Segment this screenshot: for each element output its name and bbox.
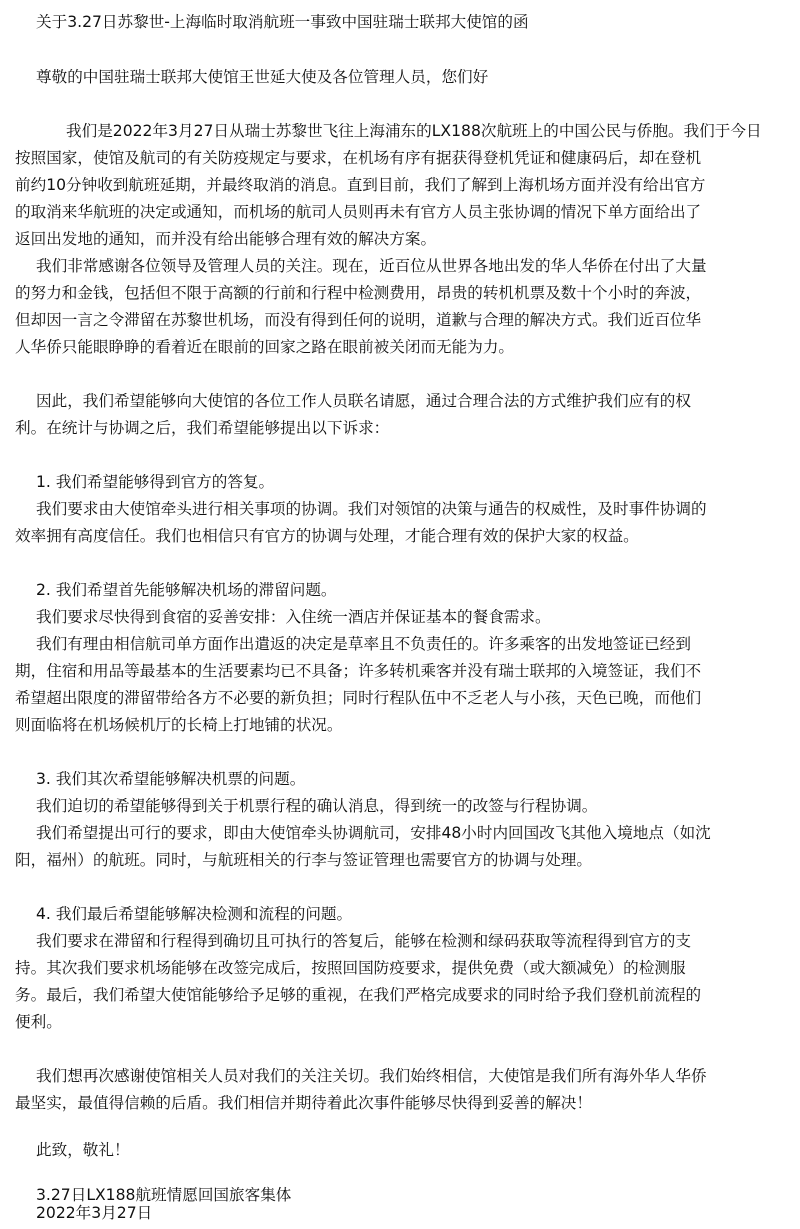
intro-paragraph-2-line-1: 我们非常感谢各位领导及管理人员的关注。现在，近百位从世界各地出发的华人华侨在付出了大量 — [36, 257, 707, 275]
intro-paragraph-1-line-4: 的取消来华航班的决定或通知，而机场的航司人员则再未有官方人员主张协调的情况下单方面给出了 — [15, 203, 702, 221]
intro-paragraph-1-line-3: 前约10分钟收到航班延期，并最终取消的消息。直到目前，我们了解到上海机场方面并没有给出官方 — [15, 176, 706, 194]
demand-4-heading: 4. 我们最后希望能够解决检测和流程的问题。 — [36, 905, 353, 923]
demand-1-body-line-1: 我们要求由大使馆牵头进行相关事项的协调。我们对领馆的决策与通告的权威性，及时事件协调的 — [36, 500, 707, 518]
demand-3-body-line-1: 我们迫切的希望能够得到关于机票行程的确认消息，得到统一的改签与行程协调。 — [36, 797, 598, 815]
demand-1-body-line-2: 效率拥有高度信任。我们也相信只有官方的协调与处理，才能合理有效的保护大家的权益。 — [15, 527, 639, 545]
purpose-paragraph-line-2: 利。在统计与协调之后，我们希望能够提出以下诉求： — [15, 419, 390, 437]
intro-paragraph-1-line-2: 按照国家，使馆及航司的有关防疫规定与要求，在机场有序有据获得登机凭证和健康码后，却在登机 — [15, 149, 702, 167]
letter-date: 2022年3月27日 — [36, 1204, 153, 1222]
demand-3-body-line-2: 我们希望提出可行的要求，即由大使馆牵头协调航司，安排48小时内回国改飞其他入境地点（如沈 — [36, 824, 711, 842]
purpose-paragraph-line-1: 因此，我们希望能够向大使馆的各位工作人员联名请愿，通过合理合法的方式维护我们应有的权 — [36, 392, 691, 410]
intro-paragraph-1-line-5: 返回出发地的通知，而并没有给出能够合理有效的解决方案。 — [15, 230, 437, 248]
letter-salutation: 尊敬的中国驻瑞士联邦大使馆王世延大使及各位管理人员，您们好 — [36, 68, 489, 86]
demand-2-body-line-4: 希望超出限度的滞留带给各方不必要的新负担；同时行程队伍中不乏老人与小孩，天色已晚，而他们 — [15, 689, 702, 707]
intro-paragraph-2-line-3: 但却因一言之令滞留在苏黎世机场，而没有得到任何的说明，道歉与合理的解决方式。我们近百位华 — [15, 311, 702, 329]
demand-2-body-line-1: 我们要求尽快得到食宿的妥善安排：入住统一酒店并保证基本的餐食需求。 — [36, 608, 551, 626]
demand-4-body-line-2: 持。其次我们要求机场能够在改签完成后，按照回国防疫要求，提供免费（或大额减免）的检测服 — [15, 959, 686, 977]
demand-1-heading: 1. 我们希望能够得到官方的答复。 — [36, 473, 275, 491]
demand-2-body-line-5: 则面临将在机场候机厅的长椅上打地铺的状况。 — [15, 716, 343, 734]
intro-paragraph-2-line-2: 的努力和金钱，包括但不限于高额的行前和行程中检测费用，昂贵的转机机票及数十个小时的奔波， — [15, 284, 702, 302]
demand-4-body-line-1: 我们要求在滞留和行程得到确切且可执行的答复后，能够在检测和绿码获取等流程得到官方的支 — [36, 932, 691, 950]
demand-4-body-line-4: 便利。 — [15, 1013, 62, 1031]
sign-off: 此致，敬礼！ — [36, 1141, 130, 1159]
signature: 3.27日LX188航班情愿回国旅客集体 — [36, 1186, 292, 1204]
letter-subject: 关于3.27日苏黎世-上海临时取消航班一事致中国驻瑞士联邦大使馆的函 — [36, 13, 529, 31]
closing-paragraph-line-1: 我们想再次感谢使馆相关人员对我们的关注关切。我们始终相信，大使馆是我们所有海外华人华侨 — [36, 1067, 707, 1085]
demand-2-body-line-3: 期，住宿和用品等最基本的生活要素均已不具备；许多转机乘客并没有瑞士联邦的入境签证，我们不 — [15, 662, 702, 680]
intro-paragraph-2-line-4: 人华侨只能眼睁睁的看着近在眼前的回家之路在眼前被关闭而无能为力。 — [15, 338, 515, 356]
demand-2-body-line-2: 我们有理由相信航司单方面作出遣返的决定是草率且不负责任的。许多乘客的出发地签证已经到 — [36, 635, 691, 653]
demand-2-heading: 2. 我们希望首先能够解决机场的滞留问题。 — [36, 581, 337, 599]
demand-4-body-line-3: 务。最后，我们希望大使馆能够给予足够的重视，在我们严格完成要求的同时给予我们登机前流程的 — [15, 986, 702, 1004]
intro-paragraph-1-line-1: 我们是2022年3月27日从瑞士苏黎世飞往上海浦东的LX188次航班上的中国公民与侨胞。我们于今日 — [66, 122, 762, 140]
closing-paragraph-line-2: 最坚实，最值得信赖的后盾。我们相信并期待着此次事件能够尽快得到妥善的解决！ — [15, 1094, 592, 1112]
demand-3-heading: 3. 我们其次希望能够解决机票的问题。 — [36, 770, 306, 788]
demand-3-body-line-3: 阳，福州）的航班。同时，与航班相关的行李与签证管理也需要官方的协调与处理。 — [15, 851, 592, 869]
